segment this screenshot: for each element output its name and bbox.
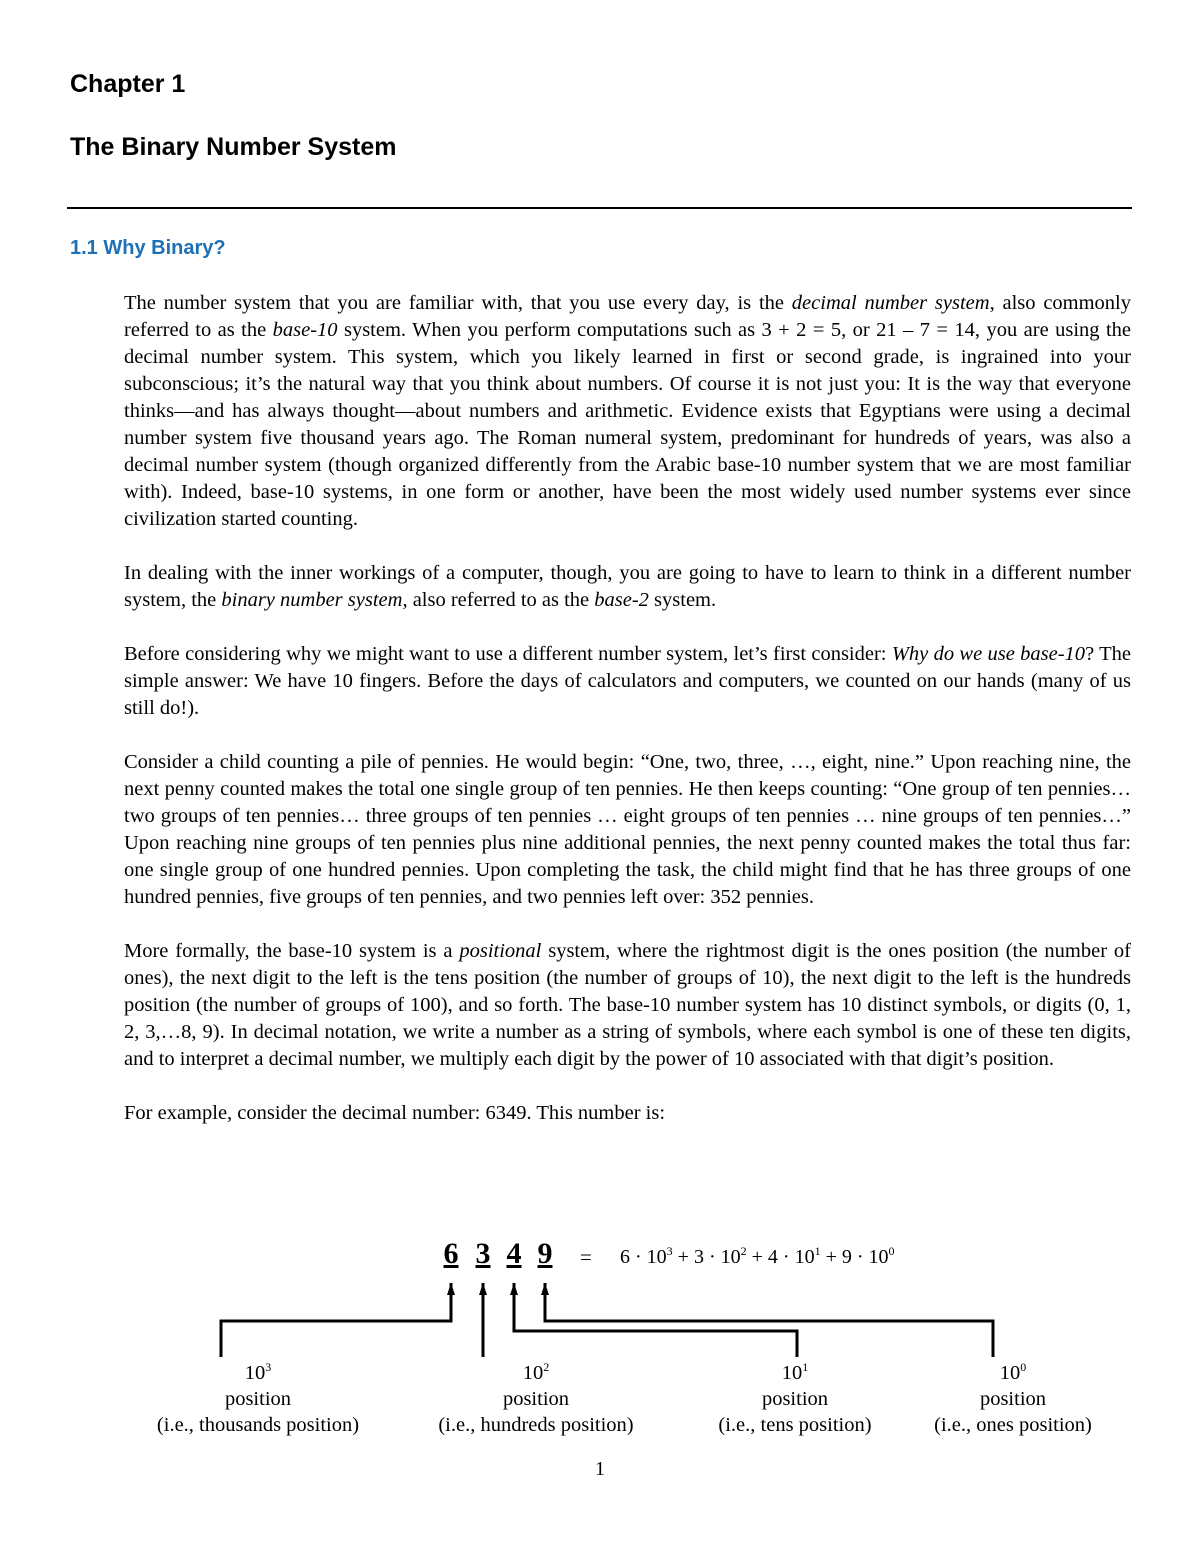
arrow-thousands [221,1283,451,1357]
power-expansion: $6 \cdot 10^3 + 3 \cdot 10^2 + 4 \cdot 10^1 + 9 \cdot 10^0$ [620,1244,895,1268]
section-heading: 1.1 Why Binary? [70,237,226,259]
equals-sign: = [580,1245,592,1269]
arrow-ones [545,1283,993,1357]
page-number: 1 [595,1458,605,1480]
chapter-title: The Binary Number System [70,133,397,161]
paragraph-4: Consider a child counting a pile of pennies. He would begin: “One, two, three, …, eight, nine.” Upon reaching nine, the next penny counted makes the total one single group of ten pennies. He then keeps counting: “One group of ten pennies… two groups of ten pennies… three groups of ten pennies … eight groups of ten pennies … nine groups of ten pennies…” Upon reaching nine groups of ten pennies plus nine additional pennies, the next penny counted makes the total thus far: one single group of one hundred pennies. Upon completing the task, the child might find that he has three groups of one hundred pennies, five groups of ten pennies, and two pennies left over: 352 pennies. [124,751,1131,908]
label-ones: $10^0$ position (i.e., ones position) [934,1360,1092,1436]
label-thousands: $10^3$ position (i.e., thousands position) [156,1360,360,1436]
digit-thousands: 6 [443,1237,459,1270]
paragraph-6: For example, consider the decimal number: 6349. This number is: [124,1102,666,1124]
paragraph-2: In dealing with the inner workings of a computer, though, you are going to have to learn to think in a different number system, the binary number system, also referred to as the base-2 system. [124,562,1131,611]
chapter-label: Chapter 1 [70,70,186,98]
positional-diagram [0,1225,1200,1485]
title-divider [67,207,1132,209]
digit-tens: 4 [506,1237,522,1270]
position-arrows [0,1225,1200,1365]
paragraph-3: Before considering why we might want to use a different number system, let’s first consider: Why do we use base-10? The simple answer: We have 10 fingers. Before the days of calculators and computers, we counted on our hands (many of us still do!). [124,643,1131,719]
paragraph-1: The number system that you are familiar with, that you use every day, is the decimal number system, also commonly referred to as the base-10 system. When you perform computations such as 3 + 2 = 5, or 21 – 7 = 14, you are using the decimal number system. This system, which you likely learned in first or second grade, is ingrained into your subconscious; it’s the natural way that you think about numbers. Of course it is not just you: It is the way that everyone thinks—and has always thought—about numbers and arithmetic. Evidence exists that Egyptians were using a decimal number system five thousand years ago. The Roman numeral system, predominant for hundreds of years, was also a decimal number system (though organized differently from the Arabic base-10 number system that we are most familiar with). Indeed, base-10 systems, in one form or another, have been the most widely used number systems ever since civilization started counting. [124,292,1132,530]
paragraph-5: More formally, the base-10 system is a positional system, where the rightmost digit is the ones position (the number of ones), the next digit to the left is the tens position (the number of groups of 10), the next digit to the left is the hundreds position (the number of groups of 100), and so forth. The base-10 number system has 10 distinct symbols, or digits (0, 1, 2, 3,…8, 9). In decimal notation, we write a number as a string of symbols, where each symbol is one of these ten digits, and to interpret a decimal number, we multiply each digit by the power of 10 associated with that digit’s position. [124,940,1131,1070]
label-hundreds: $10^2$ position (i.e., hundreds position) [438,1360,634,1436]
digit-ones: 9 [537,1237,553,1270]
label-tens: $10^1$ position (i.e., tens position) [718,1360,872,1436]
digit-hundreds: 3 [475,1237,491,1270]
section-body [124,290,1131,1127]
